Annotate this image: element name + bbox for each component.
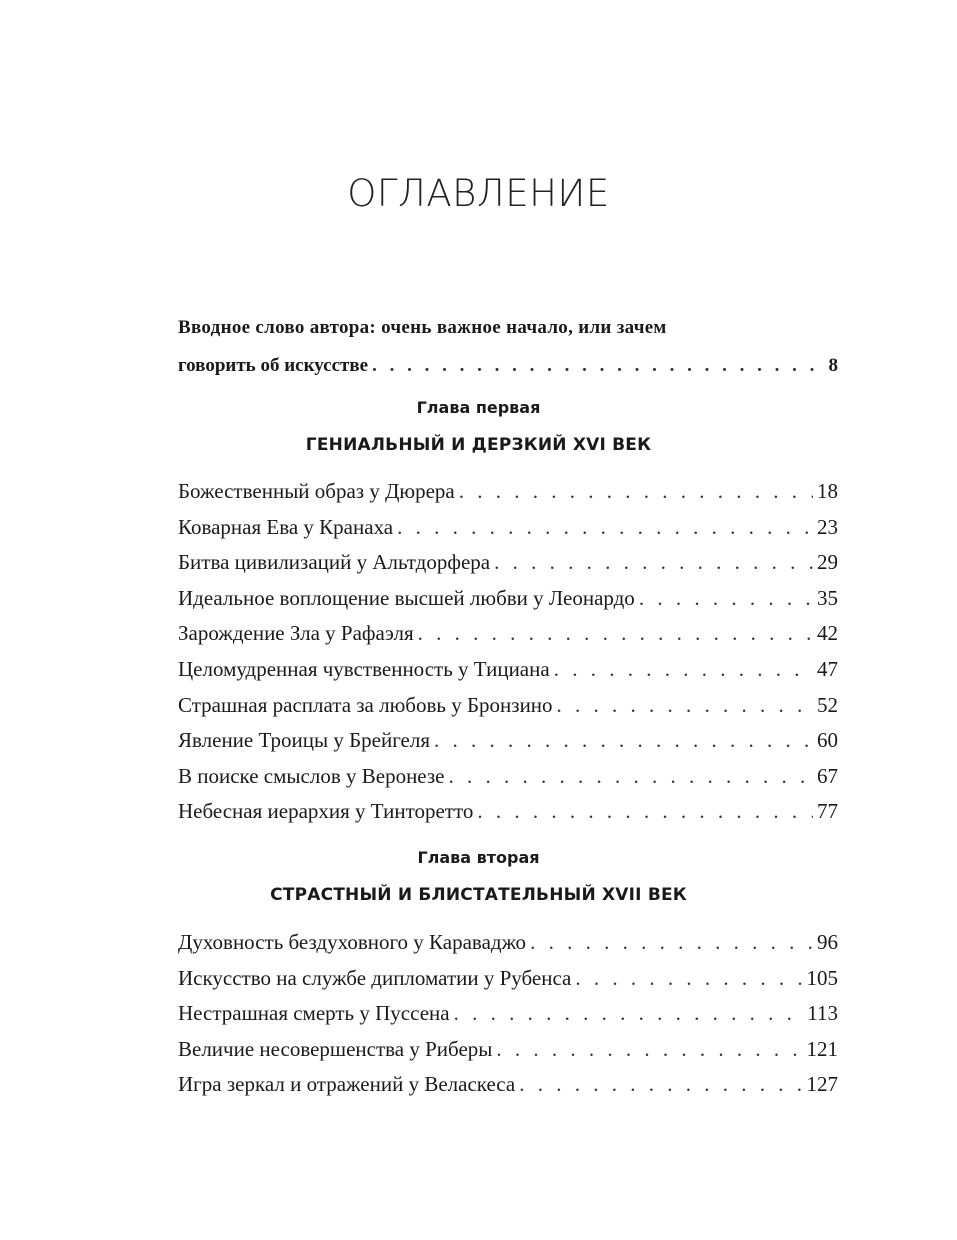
toc-entry[interactable] xyxy=(178,652,838,688)
toc-entry[interactable] xyxy=(178,961,838,997)
entry-title: Игра зеркал и отражений у Веласкеса xyxy=(178,1072,516,1097)
entry-title: Божественный образ у Дюрера xyxy=(178,479,455,503)
toc-entry[interactable] xyxy=(178,581,838,617)
toc-entry[interactable] xyxy=(178,1032,838,1068)
entry-title: Духовность бездуховного у Караваджо xyxy=(178,930,527,954)
chapter-1-title: ГЕНИАЛЬНЫЙ И ДЕРЗКИЙ XVI ВЕК xyxy=(305,435,652,455)
dot-leader xyxy=(434,723,813,759)
dot-leader xyxy=(496,1032,802,1068)
page-number: 8 xyxy=(828,355,838,376)
entry-title: Целомудренная чувственность у Тициана xyxy=(178,656,550,681)
page-number: 47 xyxy=(817,656,838,681)
entry-title: Искусство на службе дипломатии у Рубенса xyxy=(178,965,572,990)
toc-entry[interactable] xyxy=(178,996,838,1032)
toc-entry[interactable] xyxy=(178,723,838,759)
page-number: 67 xyxy=(817,763,838,788)
toc-entry[interactable] xyxy=(178,688,838,724)
dot-leader xyxy=(418,616,813,652)
entry-title: Нестрашная смерть у Пуссена xyxy=(178,1001,450,1026)
dot-leader xyxy=(554,652,813,688)
entry-title: Идеальное воплощение высшей любви у Леонардо xyxy=(178,585,635,610)
dot-leader xyxy=(397,510,813,546)
intro-entry[interactable] xyxy=(178,312,838,384)
chapter-1-entries xyxy=(178,474,838,830)
page-number: 96 xyxy=(817,930,838,954)
intro-line-2-row xyxy=(178,348,838,384)
dot-leader xyxy=(557,688,813,724)
entry-title: Небесная иерархия у Тинторетто xyxy=(178,799,474,824)
chapter-1-label: Глава первая xyxy=(416,398,541,417)
toc-entry[interactable] xyxy=(178,1067,838,1103)
page-number: 77 xyxy=(817,799,838,824)
entry-title: Страшная расплата за любовь у Бронзино xyxy=(178,692,553,717)
page-number: 113 xyxy=(807,1001,838,1026)
entry-title: Зарождение Зла у Рафаэля xyxy=(178,621,414,646)
chapter-2-label: Глава вторая xyxy=(417,848,540,867)
entry-title: Величие несовершенства у Риберы xyxy=(178,1036,493,1061)
dot-leader xyxy=(459,474,813,510)
page-number: 121 xyxy=(806,1036,838,1061)
page-number: 18 xyxy=(817,479,838,503)
dot-leader xyxy=(477,794,813,830)
page-number: 23 xyxy=(817,514,838,539)
dot-leader xyxy=(575,961,802,997)
page-number: 42 xyxy=(817,621,838,646)
entry-title: Битва цивилизаций у Альтдорфера xyxy=(178,550,491,575)
dot-leader xyxy=(494,545,813,581)
dot-leader xyxy=(449,759,814,795)
entry-title: Коварная Ева у Кранаха xyxy=(178,514,394,539)
toc-entry[interactable] xyxy=(178,545,838,581)
page-number: 60 xyxy=(817,728,838,753)
chapter-2-title: СТРАСТНЫЙ И БЛИСТАТЕЛЬНЫЙ XVII ВЕК xyxy=(270,885,687,905)
toc-entry[interactable] xyxy=(178,616,838,652)
toc-entry[interactable] xyxy=(178,510,838,546)
dot-leader xyxy=(530,925,813,961)
page-number: 35 xyxy=(817,585,838,610)
page-number: 52 xyxy=(817,692,838,717)
page-title: ОГЛАВЛЕНИЕ xyxy=(347,172,610,215)
intro-line-1: Вводное слово автора: очень важное начало, или зачем xyxy=(178,317,667,338)
toc-entry[interactable] xyxy=(178,925,838,961)
dot-leader xyxy=(519,1067,802,1103)
dot-leader xyxy=(639,581,813,617)
entry-title: Явление Троицы у Брейгеля xyxy=(178,728,431,753)
intro-line-2: говорить об искусстве xyxy=(178,355,369,376)
toc-entry[interactable] xyxy=(178,474,838,510)
page-number: 29 xyxy=(817,550,838,575)
chapter-2-entries xyxy=(178,925,838,1103)
toc-entry[interactable] xyxy=(178,759,838,795)
entry-title: В поиске смыслов у Веронезе xyxy=(178,763,445,788)
page-number: 127 xyxy=(806,1072,838,1097)
page-number: 105 xyxy=(806,965,838,990)
toc-entry[interactable] xyxy=(178,794,838,830)
dot-leader xyxy=(372,348,824,384)
dot-leader xyxy=(454,996,804,1032)
